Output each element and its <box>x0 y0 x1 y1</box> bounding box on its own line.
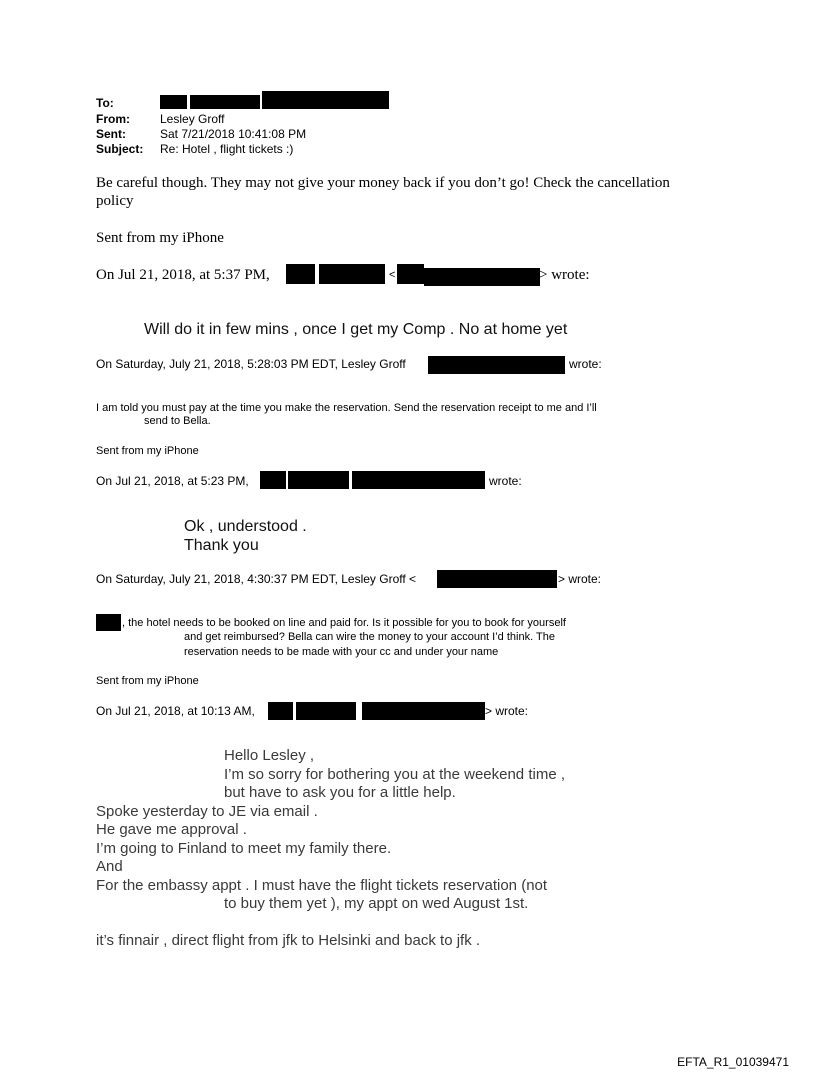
quote-line-1: I am told you must pay at the time you make the reservation. Send the reservation receipt to me and I’ll <box>96 402 597 414</box>
sent-value: Sat 7/21/2018 10:41:08 PM <box>160 127 307 141</box>
quote-line: And <box>96 858 123 875</box>
redaction-box <box>96 614 121 631</box>
quote-line-2: Thank you <box>184 537 259 554</box>
document-id: EFTA_R1_01039471 <box>677 1055 789 1069</box>
quote-header: On Saturday, July 21, 2018, 4:30:37 PM EDT, Lesley Groff < <box>96 572 417 586</box>
redaction-box <box>262 91 389 109</box>
quote-line: For the embassy appt . I must have the flight tickets reservation (not <box>96 877 548 894</box>
subject-label: Subject: <box>96 142 144 156</box>
quote-line: I’m going to Finland to meet my family there. <box>96 840 392 857</box>
quote-line-2: send to Bella. <box>144 415 211 427</box>
reply-signature: Sent from my iPhone <box>96 230 224 246</box>
redaction-box <box>286 264 315 284</box>
quote-line: He gave me approval . <box>96 821 247 838</box>
redaction-box <box>288 471 349 489</box>
quote-header-wrote: wrote: <box>489 474 522 488</box>
redaction-box <box>424 268 540 286</box>
quote-header: On Saturday, July 21, 2018, 5:28:03 PM EDT, Lesley Groff <box>96 357 406 371</box>
redaction-box <box>190 95 260 109</box>
quote-header-lt: < <box>389 269 396 281</box>
redaction-box <box>428 356 565 374</box>
quote-header-wrote: > wrote: <box>539 267 590 283</box>
to-label: To: <box>96 96 114 110</box>
quote-line-1: , the hotel needs to be booked on line and paid for. Is it possible for you to book for yourself <box>122 617 566 629</box>
from-value: Lesley Groff <box>160 112 225 126</box>
quote-signature: Sent from my iPhone <box>96 675 199 687</box>
redaction-box <box>437 570 557 588</box>
quote-signature: Sent from my iPhone <box>96 445 199 457</box>
quote-header-prefix: On Jul 21, 2018, at 5:23 PM, <box>96 474 249 488</box>
quote-line: I’m so sorry for bothering you at the weekend time , <box>224 766 565 783</box>
redaction-box <box>362 702 485 720</box>
quote-header-prefix: On Jul 21, 2018, at 5:37 PM, <box>96 267 270 283</box>
quote-last-line: it’s finnair , direct flight from jfk to Helsinki and back to jfk . <box>96 932 481 949</box>
redaction-box <box>352 471 485 489</box>
quote-header-wrote: > wrote: <box>558 572 602 586</box>
subject-value: Re: Hotel , flight tickets :) <box>160 142 294 156</box>
quote-line: but have to ask you for a little help. <box>224 784 456 801</box>
from-label: From: <box>96 112 130 126</box>
quote-line: Hello Lesley , <box>224 747 315 764</box>
reply-line-2: policy <box>96 193 134 209</box>
quote-header-prefix: On Jul 21, 2018, at 10:13 AM, <box>96 704 255 718</box>
quote-message: Will do it in few mins , once I get my Comp . No at home yet <box>144 321 568 338</box>
quote-line-3: reservation needs to be made with your cc and under your name <box>184 646 499 658</box>
reply-line-1: Be careful though. They may not give your money back if you don’t go! Check the cancellation <box>96 175 670 191</box>
redaction-box <box>260 471 286 489</box>
quote-line: Spoke yesterday to JE via email . <box>96 803 318 820</box>
redaction-box <box>397 264 424 284</box>
redaction-box <box>160 95 187 109</box>
quote-line-1: Ok , understood . <box>184 518 307 535</box>
redaction-box <box>296 702 356 720</box>
quote-line: to buy them yet ), my appt on wed August 1st. <box>224 895 529 912</box>
redaction-box <box>268 702 293 720</box>
quote-header-wrote: wrote: <box>569 357 602 371</box>
quote-line-2: and get reimbursed? Bella can wire the money to your account I’d think. The <box>184 631 555 643</box>
quote-header-wrote: > wrote: <box>485 704 529 718</box>
redaction-box <box>319 264 385 284</box>
sent-label: Sent: <box>96 127 126 141</box>
